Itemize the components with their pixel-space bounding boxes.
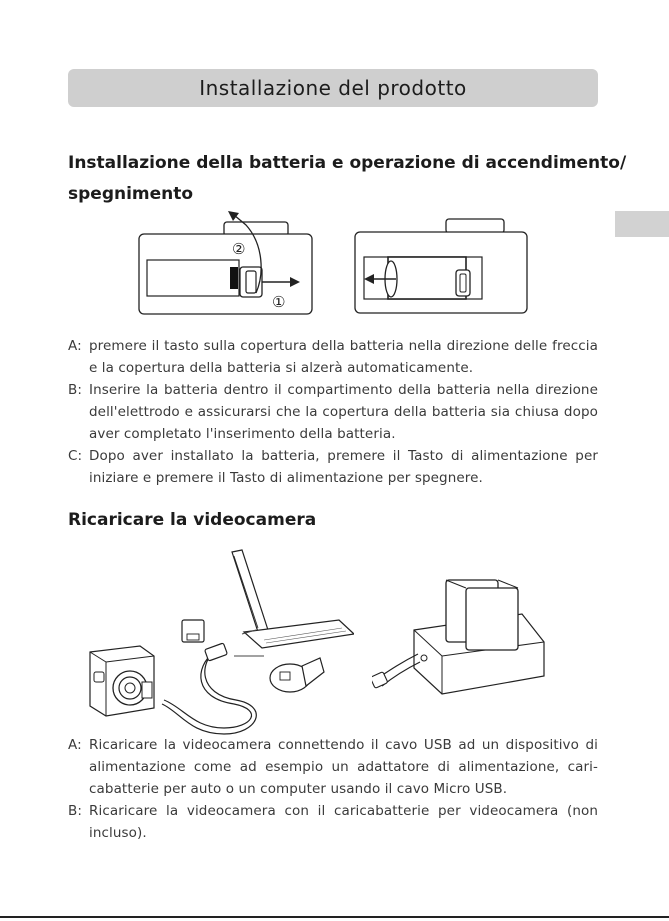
side-tab-marker bbox=[615, 211, 669, 237]
list-item bbox=[68, 800, 598, 844]
page-title: Installazione del prodotto bbox=[199, 76, 467, 100]
dock-charger-illustration bbox=[372, 570, 552, 698]
list-item bbox=[68, 335, 598, 379]
page-title-bar bbox=[68, 69, 598, 107]
step-2-label: ② bbox=[232, 240, 246, 258]
battery-heading-line2: spegnimento bbox=[68, 184, 194, 204]
page-bottom-rule bbox=[0, 916, 669, 918]
battery-cover-open-diagram bbox=[136, 205, 316, 317]
item-text: Inserire la batteria dentro il compartimento della batteria nella direzione dell'elettrodo e assicurarsi che la copertura della batteria sia chiusa dopo aver completato l'inserimento della batteria. bbox=[89, 382, 598, 442]
item-label: C: bbox=[68, 448, 83, 464]
item-label: B: bbox=[68, 803, 83, 819]
item-label: B: bbox=[68, 382, 83, 398]
battery-instructions bbox=[68, 335, 598, 489]
list-item bbox=[68, 379, 598, 445]
item-text: Ricaricare la videocamera connettendo il cavo USB ad un dispositivo di alimentazione come ad esempio un adattatore di alimentazione, cari-cabatterie per auto o un computer usando il cavo Micro USB. bbox=[89, 737, 598, 797]
item-label: A: bbox=[68, 737, 82, 753]
item-text: premere il tasto sulla copertura della batteria nella direzione delle freccia e la copertura della batteria si alzerà automaticamente. bbox=[89, 338, 598, 376]
list-item bbox=[68, 445, 598, 489]
charging-heading: Ricaricare la videocamera bbox=[68, 510, 317, 530]
list-item bbox=[68, 734, 598, 800]
item-text: Ricaricare la videocamera con il caricabatterie per videocamera (non incluso). bbox=[89, 803, 598, 841]
battery-insert-diagram bbox=[352, 215, 530, 317]
charging-devices-illustration bbox=[84, 548, 354, 736]
item-label: A: bbox=[68, 338, 82, 354]
charging-instructions bbox=[68, 734, 598, 844]
battery-heading-line1: Installazione della batteria e operazione di accendimento/ bbox=[68, 153, 627, 173]
step-1-label: ① bbox=[272, 293, 286, 311]
item-text: Dopo aver installato la batteria, premere il Tasto di alimentazione per iniziare e premere il Tasto di alimentazione per spegnere. bbox=[89, 448, 598, 486]
